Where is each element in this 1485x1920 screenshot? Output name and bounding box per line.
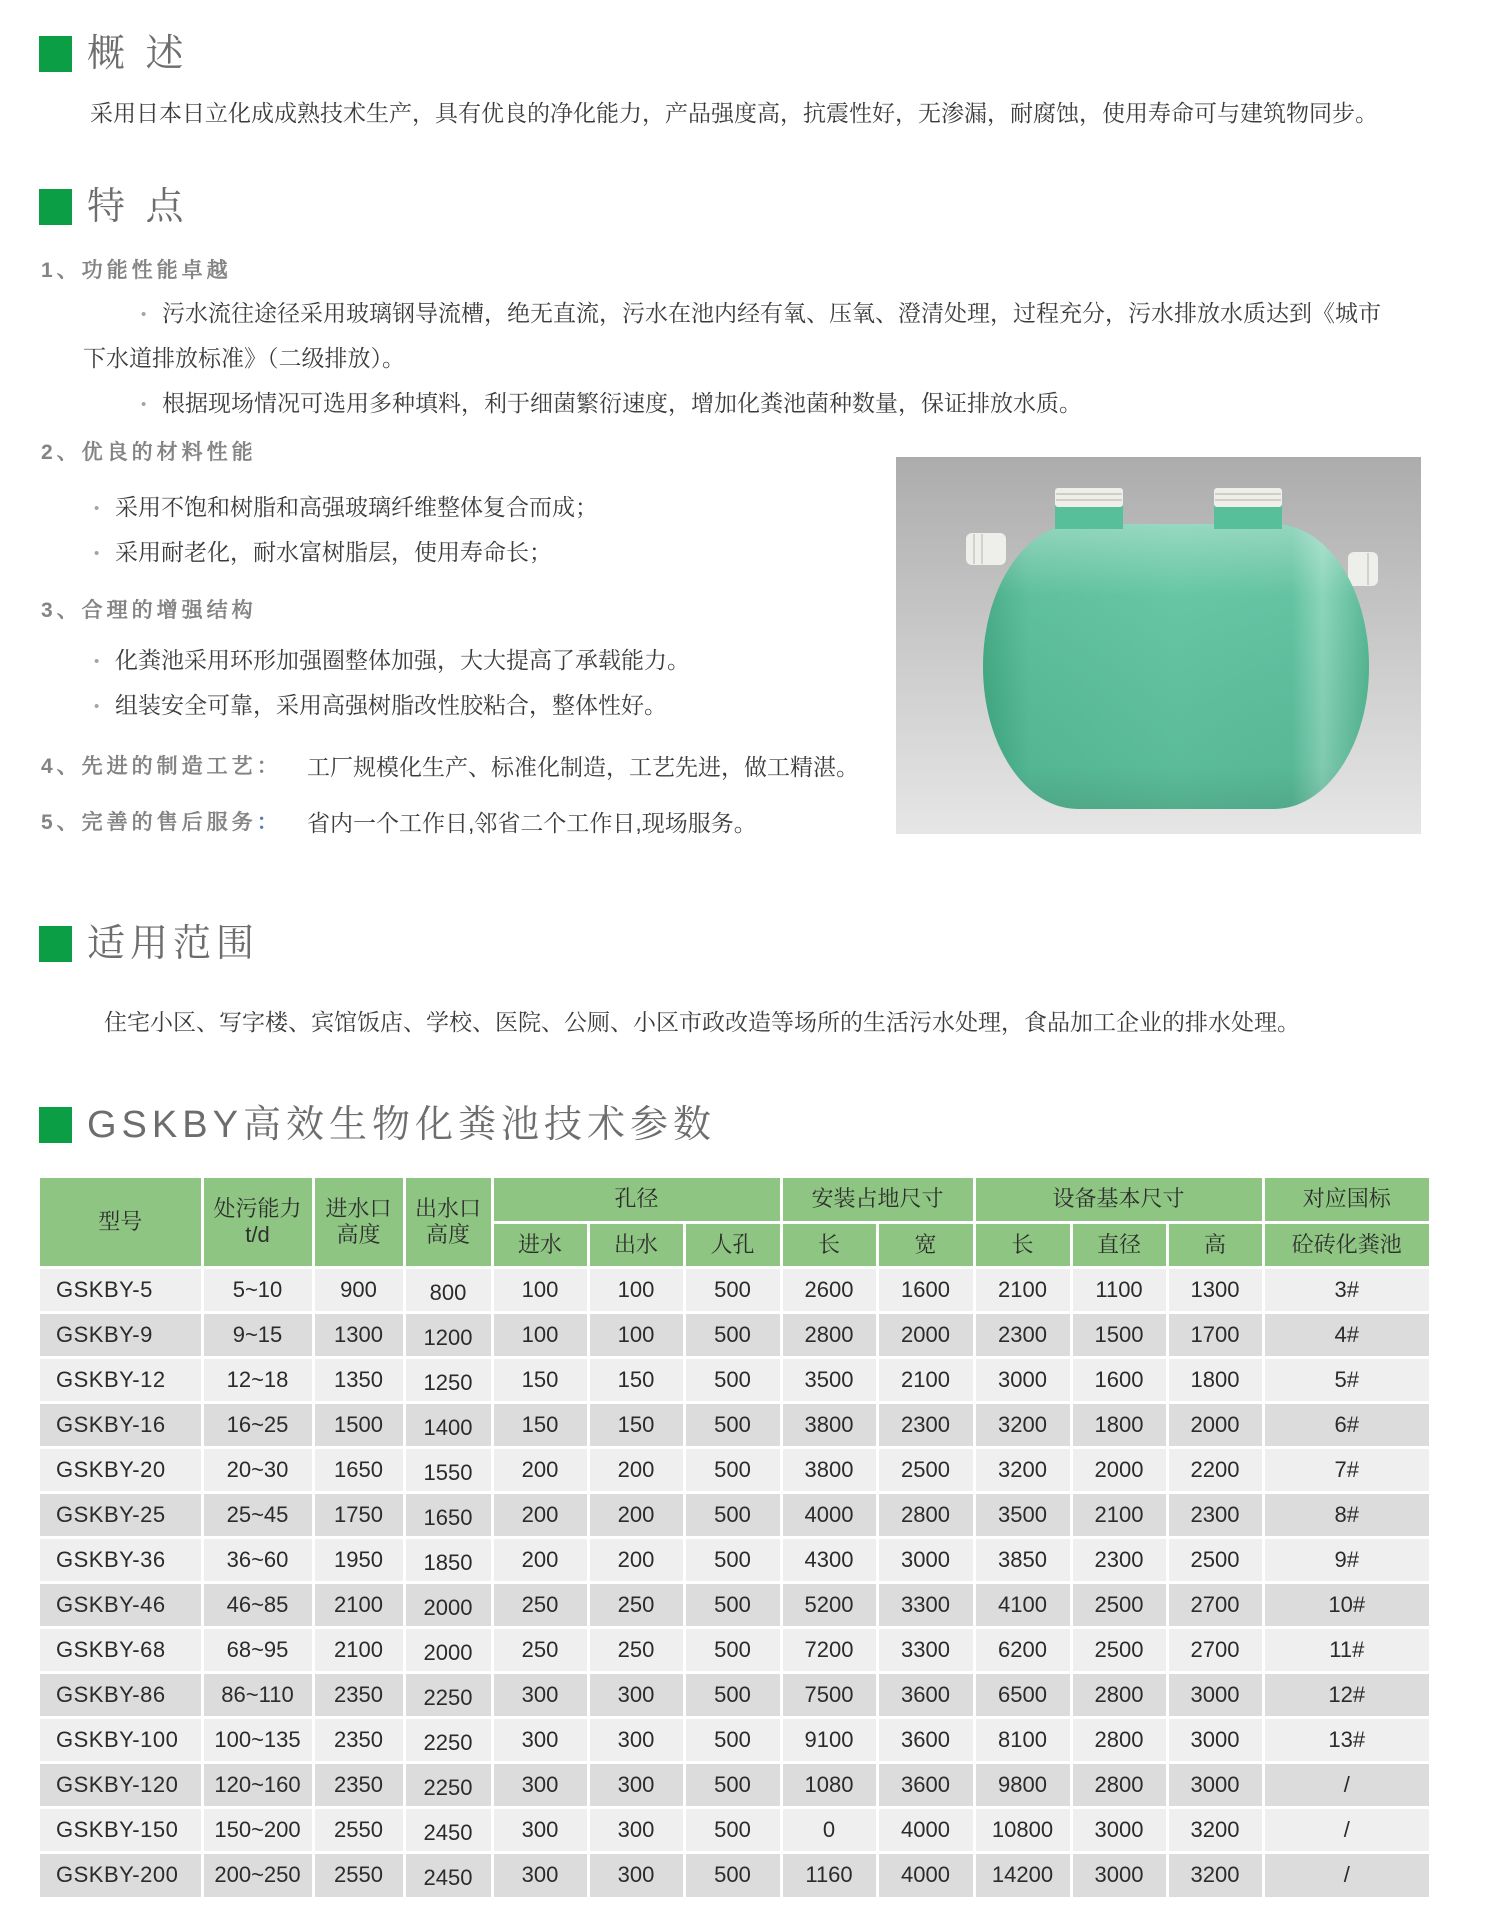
header-footprint: 安装占地尺寸 [781, 1178, 974, 1222]
inlet-diameter-cell: 100 [492, 1267, 588, 1312]
equipment-length-cell: 3200 [974, 1402, 1071, 1447]
table-row [40, 1312, 1429, 1357]
outlet-height-cell: 2250 [404, 1672, 492, 1717]
feature-2-bullet-1 [94, 492, 598, 524]
header-capacity-line-1: 处污能力 [213, 1195, 302, 1221]
model-cell: GSKBY-25 [40, 1492, 202, 1537]
inlet-height-cell: 1650 [313, 1447, 404, 1492]
table-row [40, 1267, 1429, 1312]
header-standard-sub: 砼砖化粪池 [1263, 1222, 1429, 1267]
standard-tank-cell: 9# [1263, 1537, 1429, 1582]
header-capacity [202, 1178, 313, 1267]
capacity-cell: 5~10 [202, 1267, 313, 1312]
outlet-height-cell: 1200 [404, 1312, 492, 1357]
header-aperture-outlet: 出水 [588, 1222, 684, 1267]
table-row [40, 1672, 1429, 1717]
equipment-length-cell: 2100 [974, 1267, 1071, 1312]
capacity-cell: 16~25 [202, 1402, 313, 1447]
capacity-cell: 150~200 [202, 1807, 313, 1852]
footprint-length-cell: 5200 [781, 1582, 877, 1627]
table-row [40, 1582, 1429, 1627]
model-cell: GSKBY-9 [40, 1312, 202, 1357]
inlet-diameter-cell: 300 [492, 1717, 588, 1762]
inlet-height-cell: 2350 [313, 1762, 404, 1807]
manhole-diameter-cell: 500 [684, 1357, 781, 1402]
inlet-diameter-cell: 250 [492, 1582, 588, 1627]
footprint-width-cell: 4000 [877, 1852, 974, 1897]
inlet-diameter-cell: 100 [492, 1312, 588, 1357]
equipment-length-cell: 9800 [974, 1762, 1071, 1807]
equipment-height-cell: 1300 [1167, 1267, 1263, 1312]
table-row [40, 1717, 1429, 1762]
feature-5-value: 省内一个工作日,邻省二个工作日,现场服务。 [307, 810, 757, 836]
feature-3-bullet-1 [94, 645, 690, 677]
table-row [40, 1762, 1429, 1807]
inlet-diameter-cell: 300 [492, 1672, 588, 1717]
feature-1-bullet-1-continued: 下水道排放标准》（二级排放）。 [83, 345, 405, 371]
feature-2-bullet-2 [94, 537, 552, 569]
standard-tank-cell: 11# [1263, 1627, 1429, 1672]
standard-tank-cell: / [1263, 1807, 1429, 1852]
feature-2-heading: 2、优良的材料性能 [41, 441, 257, 464]
equipment-length-cell: 3000 [974, 1357, 1071, 1402]
footprint-width-cell: 3300 [877, 1627, 974, 1672]
bullet-icon: • [94, 500, 100, 517]
capacity-cell: 12~18 [202, 1357, 313, 1402]
equipment-height-cell: 1800 [1167, 1357, 1263, 1402]
equipment-height-cell: 3000 [1167, 1672, 1263, 1717]
manhole-diameter-cell: 500 [684, 1852, 781, 1897]
footprint-length-cell: 7200 [781, 1627, 877, 1672]
inlet-diameter-cell: 300 [492, 1807, 588, 1852]
feature-1-bullet-2 [141, 388, 1082, 420]
feature-5-heading [41, 808, 282, 838]
equipment-diameter-cell: 3000 [1071, 1852, 1167, 1897]
table-row [40, 1402, 1429, 1447]
outlet-diameter-cell: 150 [588, 1357, 684, 1402]
manhole-diameter-cell: 500 [684, 1312, 781, 1357]
header-outlet-height-line-1: 出水口 [414, 1195, 481, 1221]
footprint-length-cell: 3800 [781, 1402, 877, 1447]
footprint-width-cell: 2300 [877, 1402, 974, 1447]
feature-4-label: 4、先进的制造工艺 [41, 755, 257, 778]
equipment-height-cell: 1700 [1167, 1312, 1263, 1357]
standard-tank-cell: 4# [1263, 1312, 1429, 1357]
inlet-diameter-cell: 200 [492, 1447, 588, 1492]
standard-tank-cell: 13# [1263, 1717, 1429, 1762]
capacity-cell: 46~85 [202, 1582, 313, 1627]
equipment-length-cell: 10800 [974, 1807, 1071, 1852]
header-aperture-inlet: 进水 [492, 1222, 588, 1267]
manhole-diameter-cell: 500 [684, 1267, 781, 1312]
inlet-height-cell: 2550 [313, 1852, 404, 1897]
footprint-length-cell: 2600 [781, 1267, 877, 1312]
manhole-diameter-cell: 500 [684, 1627, 781, 1672]
manhole-diameter-cell: 500 [684, 1672, 781, 1717]
footprint-length-cell: 1160 [781, 1852, 877, 1897]
outlet-height-cell: 2450 [404, 1852, 492, 1897]
manhole-diameter-cell: 500 [684, 1717, 781, 1762]
inlet-diameter-cell: 150 [492, 1402, 588, 1447]
model-cell: GSKBY-5 [40, 1267, 202, 1312]
inlet-diameter-cell: 250 [492, 1627, 588, 1672]
model-cell: GSKBY-68 [40, 1627, 202, 1672]
header-capacity-unit: t/d [245, 1221, 270, 1247]
equipment-length-cell: 3200 [974, 1447, 1071, 1492]
outlet-diameter-cell: 200 [588, 1447, 684, 1492]
equipment-length-cell: 6200 [974, 1627, 1071, 1672]
model-cell: GSKBY-150 [40, 1807, 202, 1852]
footprint-width-cell: 2500 [877, 1447, 974, 1492]
inlet-height-cell: 900 [313, 1267, 404, 1312]
section-marker-icon [39, 36, 72, 72]
footprint-length-cell: 9100 [781, 1717, 877, 1762]
scope-title: 适用范围 [87, 923, 260, 965]
inlet-height-cell: 1750 [313, 1492, 404, 1537]
table-row [40, 1357, 1429, 1402]
bullet-icon: • [94, 653, 100, 670]
equipment-diameter-cell: 3000 [1071, 1807, 1167, 1852]
equipment-length-cell: 14200 [974, 1852, 1071, 1897]
feature-4-heading [41, 752, 282, 782]
model-cell: GSKBY-20 [40, 1447, 202, 1492]
outlet-diameter-cell: 300 [588, 1807, 684, 1852]
footprint-width-cell: 3600 [877, 1672, 974, 1717]
outlet-height-cell: 2000 [404, 1627, 492, 1672]
capacity-cell: 100~135 [202, 1717, 313, 1762]
inlet-diameter-cell: 300 [492, 1852, 588, 1897]
footprint-length-cell: 4000 [781, 1492, 877, 1537]
manhole-diameter-cell: 500 [684, 1762, 781, 1807]
standard-tank-cell: / [1263, 1852, 1429, 1897]
outlet-height-cell: 800 [404, 1267, 492, 1312]
inlet-height-cell: 1300 [313, 1312, 404, 1357]
header-inlet-height-line-1: 进水口 [325, 1195, 392, 1221]
capacity-cell: 86~110 [202, 1672, 313, 1717]
standard-tank-cell: 3# [1263, 1267, 1429, 1312]
feature-1-bullet-1 [141, 298, 1381, 330]
outlet-diameter-cell: 300 [588, 1762, 684, 1807]
equipment-diameter-cell: 1600 [1071, 1357, 1167, 1402]
equipment-height-cell: 3200 [1167, 1807, 1263, 1852]
model-cell: GSKBY-86 [40, 1672, 202, 1717]
footprint-length-cell: 4300 [781, 1537, 877, 1582]
equipment-diameter-cell: 1800 [1071, 1402, 1167, 1447]
standard-tank-cell: 7# [1263, 1447, 1429, 1492]
equipment-height-cell: 2200 [1167, 1447, 1263, 1492]
header-equipment-diameter: 直径 [1071, 1222, 1167, 1267]
equipment-length-cell: 2300 [974, 1312, 1071, 1357]
overview-title: 概 述 [87, 33, 189, 75]
equipment-diameter-cell: 2300 [1071, 1537, 1167, 1582]
product-image [896, 457, 1421, 834]
capacity-cell: 20~30 [202, 1447, 313, 1492]
outlet-diameter-cell: 300 [588, 1717, 684, 1762]
equipment-length-cell: 6500 [974, 1672, 1071, 1717]
inlet-height-cell: 2100 [313, 1627, 404, 1672]
outlet-diameter-cell: 150 [588, 1402, 684, 1447]
footprint-width-cell: 3000 [877, 1537, 974, 1582]
footprint-length-cell: 0 [781, 1807, 877, 1852]
outlet-height-cell: 1400 [404, 1402, 492, 1447]
inlet-height-cell: 1500 [313, 1402, 404, 1447]
header-footprint-length: 长 [781, 1222, 877, 1267]
equipment-diameter-cell: 2800 [1071, 1672, 1167, 1717]
outlet-diameter-cell: 200 [588, 1492, 684, 1537]
inlet-height-cell: 2100 [313, 1582, 404, 1627]
feature-1-heading: 1、功能性能卓越 [41, 259, 232, 282]
table-row [40, 1537, 1429, 1582]
capacity-cell: 25~45 [202, 1492, 313, 1537]
equipment-length-cell: 8100 [974, 1717, 1071, 1762]
equipment-diameter-cell: 2500 [1071, 1627, 1167, 1672]
outlet-diameter-cell: 200 [588, 1537, 684, 1582]
scope-text: 住宅小区、写字楼、宾馆饭店、学校、医院、公厕、小区市政改造等场所的生活污水处理，食品加工企业的排水处理。 [104, 1009, 1300, 1035]
outlet-height-cell: 1550 [404, 1447, 492, 1492]
equipment-diameter-cell: 2500 [1071, 1582, 1167, 1627]
feature-4-value: 工厂规模化生产、标准化制造，工艺先进，做工精湛。 [307, 754, 859, 780]
header-inlet-height [313, 1178, 404, 1267]
header-model: 型号 [40, 1178, 202, 1267]
standard-tank-cell: 8# [1263, 1492, 1429, 1537]
spec-table [40, 1178, 1429, 1897]
footprint-width-cell: 3600 [877, 1717, 974, 1762]
header-aperture: 孔径 [492, 1178, 781, 1222]
manhole-diameter-cell: 500 [684, 1807, 781, 1852]
standard-tank-cell: / [1263, 1762, 1429, 1807]
model-cell: GSKBY-16 [40, 1402, 202, 1447]
feature-3-bullet-2 [94, 690, 667, 722]
capacity-cell: 200~250 [202, 1852, 313, 1897]
bullet-text: 化粪池采用环形加强圈整体加强，大大提高了承载能力。 [115, 647, 690, 673]
equipment-diameter-cell: 2800 [1071, 1717, 1167, 1762]
bullet-text: 根据现场情况可选用多种填料，利于细菌繁衍速度，增加化粪池菌种数量，保证排放水质。 [162, 390, 1082, 416]
table-row [40, 1852, 1429, 1897]
header-equipment-size: 设备基本尺寸 [974, 1178, 1263, 1222]
footprint-length-cell: 3800 [781, 1447, 877, 1492]
outlet-diameter-cell: 300 [588, 1672, 684, 1717]
table-header-row [40, 1178, 1429, 1222]
inlet-height-cell: 2350 [313, 1672, 404, 1717]
model-cell: GSKBY-12 [40, 1357, 202, 1402]
manhole-diameter-cell: 500 [684, 1537, 781, 1582]
inlet-height-cell: 1350 [313, 1357, 404, 1402]
equipment-height-cell: 3200 [1167, 1852, 1263, 1897]
equipment-height-cell: 2000 [1167, 1402, 1263, 1447]
bullet-text: 采用耐老化，耐水富树脂层，使用寿命长； [115, 539, 552, 565]
equipment-diameter-cell: 2000 [1071, 1447, 1167, 1492]
feature-3-heading: 3、合理的增强结构 [41, 599, 257, 622]
standard-tank-cell: 5# [1263, 1357, 1429, 1402]
bullet-text: 组装安全可靠，采用高强树脂改性胶粘合，整体性好。 [115, 692, 667, 718]
inlet-height-cell: 2550 [313, 1807, 404, 1852]
equipment-length-cell: 4100 [974, 1582, 1071, 1627]
footprint-length-cell: 7500 [781, 1672, 877, 1717]
features-title: 特 点 [87, 186, 189, 228]
inlet-diameter-cell: 150 [492, 1357, 588, 1402]
outlet-height-cell: 1850 [404, 1537, 492, 1582]
feature-5-label: 5、完善的售后服务 [41, 811, 257, 834]
header-outlet-height-line-2: 高度 [425, 1221, 470, 1247]
feature-4-colon: ： [256, 755, 282, 778]
footprint-width-cell: 2000 [877, 1312, 974, 1357]
footprint-width-cell: 1600 [877, 1267, 974, 1312]
footprint-width-cell: 4000 [877, 1807, 974, 1852]
equipment-height-cell: 2300 [1167, 1492, 1263, 1537]
feature-5-colon: ： [256, 811, 282, 834]
manhole-diameter-cell: 500 [684, 1402, 781, 1447]
equipment-height-cell: 2700 [1167, 1627, 1263, 1672]
manhole-diameter-cell: 500 [684, 1582, 781, 1627]
model-cell: GSKBY-200 [40, 1852, 202, 1897]
capacity-cell: 9~15 [202, 1312, 313, 1357]
outlet-height-cell: 1650 [404, 1492, 492, 1537]
outlet-diameter-cell: 100 [588, 1267, 684, 1312]
equipment-length-cell: 3850 [974, 1537, 1071, 1582]
equipment-height-cell: 2500 [1167, 1537, 1263, 1582]
capacity-cell: 120~160 [202, 1762, 313, 1807]
footprint-length-cell: 3500 [781, 1357, 877, 1402]
footprint-length-cell: 1080 [781, 1762, 877, 1807]
table-row [40, 1807, 1429, 1852]
bullet-text: 采用不饱和树脂和高强玻璃纤维整体复合而成； [115, 494, 598, 520]
outlet-height-cell: 2450 [404, 1807, 492, 1852]
outlet-diameter-cell: 250 [588, 1582, 684, 1627]
outlet-diameter-cell: 300 [588, 1852, 684, 1897]
table-title: GSKBY高效生物化粪池技术参数 [87, 1104, 716, 1146]
model-cell: GSKBY-46 [40, 1582, 202, 1627]
outlet-height-cell: 2250 [404, 1762, 492, 1807]
equipment-length-cell: 3500 [974, 1492, 1071, 1537]
header-footprint-width: 宽 [877, 1222, 974, 1267]
bullet-text: 污水流往途径采用玻璃钢导流槽，绝无直流，污水在池内经有氧、压氧、澄清处理，过程充分，污水排放水质达到《城市 [162, 300, 1381, 326]
footprint-width-cell: 3600 [877, 1762, 974, 1807]
header-aperture-manhole: 人孔 [684, 1222, 781, 1267]
standard-tank-cell: 12# [1263, 1672, 1429, 1717]
header-standard: 对应国标 [1263, 1178, 1429, 1222]
section-marker-icon [39, 1107, 72, 1143]
header-outlet-height [404, 1178, 492, 1267]
capacity-cell: 68~95 [202, 1627, 313, 1672]
outlet-height-cell: 2000 [404, 1582, 492, 1627]
outlet-diameter-cell: 100 [588, 1312, 684, 1357]
equipment-height-cell: 3000 [1167, 1717, 1263, 1762]
bullet-icon: • [94, 545, 100, 562]
section-marker-icon [39, 926, 72, 962]
model-cell: GSKBY-36 [40, 1537, 202, 1582]
footprint-width-cell: 3300 [877, 1582, 974, 1627]
overview-text: 采用日本日立化成成熟技术生产，具有优良的净化能力，产品强度高，抗震性好，无渗漏，耐腐蚀，使用寿命可与建筑物同步。 [90, 100, 1378, 126]
bullet-icon: • [94, 698, 100, 715]
equipment-diameter-cell: 1500 [1071, 1312, 1167, 1357]
inlet-diameter-cell: 200 [492, 1492, 588, 1537]
table-row [40, 1492, 1429, 1537]
model-cell: GSKBY-100 [40, 1717, 202, 1762]
table-row [40, 1627, 1429, 1672]
equipment-height-cell: 2700 [1167, 1582, 1263, 1627]
inlet-diameter-cell: 300 [492, 1762, 588, 1807]
model-cell: GSKBY-120 [40, 1762, 202, 1807]
header-inlet-height-line-2: 高度 [336, 1221, 381, 1247]
footprint-width-cell: 2100 [877, 1357, 974, 1402]
manhole-diameter-cell: 500 [684, 1447, 781, 1492]
header-equipment-height: 高 [1167, 1222, 1263, 1267]
equipment-diameter-cell: 2100 [1071, 1492, 1167, 1537]
section-marker-icon [39, 189, 72, 225]
inlet-diameter-cell: 200 [492, 1537, 588, 1582]
equipment-diameter-cell: 2800 [1071, 1762, 1167, 1807]
header-equipment-length: 长 [974, 1222, 1071, 1267]
outlet-height-cell: 1250 [404, 1357, 492, 1402]
inlet-height-cell: 1950 [313, 1537, 404, 1582]
footprint-length-cell: 2800 [781, 1312, 877, 1357]
capacity-cell: 36~60 [202, 1537, 313, 1582]
standard-tank-cell: 10# [1263, 1582, 1429, 1627]
table-row [40, 1447, 1429, 1492]
septic-tank-illustration [896, 457, 1421, 834]
equipment-height-cell: 3000 [1167, 1762, 1263, 1807]
manhole-diameter-cell: 500 [684, 1492, 781, 1537]
standard-tank-cell: 6# [1263, 1402, 1429, 1447]
footprint-width-cell: 2800 [877, 1492, 974, 1537]
outlet-diameter-cell: 250 [588, 1627, 684, 1672]
bullet-icon: • [141, 306, 147, 323]
bullet-icon: • [141, 396, 147, 413]
outlet-height-cell: 2250 [404, 1717, 492, 1762]
equipment-diameter-cell: 1100 [1071, 1267, 1167, 1312]
inlet-height-cell: 2350 [313, 1717, 404, 1762]
